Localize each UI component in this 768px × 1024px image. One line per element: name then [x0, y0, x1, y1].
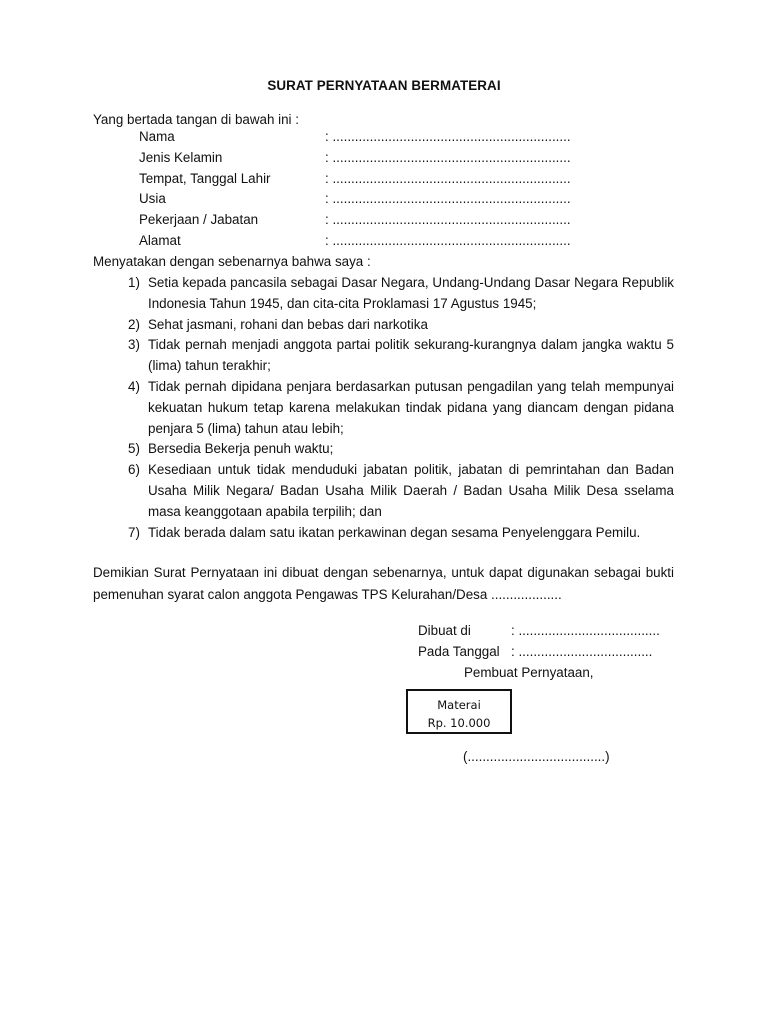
date-label: Pada Tanggal — [418, 644, 500, 659]
field-label: Tempat, Tanggal Lahir — [139, 170, 271, 186]
field-label: Pekerjaan / Jabatan — [139, 212, 259, 228]
list-item — [128, 273, 674, 315]
place-value: : ...................................... — [511, 623, 660, 638]
list-item-text: Sehat jasmani, rohani dan bebas dari narkotika — [148, 316, 428, 332]
signature-name-line: (.....................................) — [463, 749, 610, 764]
stamp-line-1: Materai — [437, 698, 481, 712]
field-value: : ................................................................ — [325, 149, 571, 165]
list-item — [128, 315, 674, 336]
declaration-intro: Menyatakan dengan sebenarnya bahwa saya : — [93, 254, 371, 269]
stamp-line-2: Rp. 10.000 — [427, 716, 491, 730]
maker-label: Pembuat Pernyataan, — [464, 665, 594, 680]
field-value: : ................................................................ — [325, 212, 571, 228]
list-item-text: Setia kepada pancasila sebagai Dasar Negara, Undang-Undang Dasar Negara Republik Indonesia Tahun 1945, dan cita-cita Proklamasi 17 Agustus 1945; — [148, 275, 674, 311]
list-item-number: 2) — [128, 316, 140, 332]
list-item-number: 6) — [128, 462, 140, 478]
document-title: SURAT PERNYATAAN BERMATERAI — [267, 78, 501, 93]
intro-text: Yang bertada tangan di bawah ini : — [93, 112, 299, 127]
list-item-text: Tidak berada dalam satu ikatan perkawinan degan sesama Penyelenggara Pemilu. — [148, 524, 641, 540]
field-value: : ................................................................ — [325, 129, 571, 144]
field-value: : ................................................................ — [325, 170, 571, 186]
list-item-text: Tidak pernah dipidana penjara berdasarkan putusan pengadilan yang telah mempunyai kekuatan hukum tetap karena melakukan tindak pidana yang diancam dengan pidana penjara 5 (lima) tahun atau lebih; — [148, 378, 674, 436]
stamp-box — [406, 689, 512, 734]
list-item — [128, 335, 674, 377]
date-value: : .................................... — [511, 644, 653, 659]
list-item-number: 4) — [128, 378, 140, 394]
field-value: : ................................................................ — [325, 191, 571, 207]
list-item — [128, 377, 674, 439]
closing-paragraph: Demikian Surat Pernyataan ini dibuat dengan sebenarnya, untuk dapat digunakan sebagai bukti pemenuhan syarat calon anggota Pengawas TPS Kelurahan/Desa ................... — [93, 565, 674, 602]
list-item — [128, 523, 674, 544]
field-label: Alamat — [139, 232, 181, 248]
list-item — [128, 460, 674, 522]
list-item-number: 5) — [128, 441, 140, 457]
field-value: : ................................................................ — [325, 232, 571, 248]
list-item-text: Bersedia Bekerja penuh waktu; — [148, 441, 334, 457]
list-item-text: Kesediaan untuk tidak menduduki jabatan politik, jabatan di pemrintahan dan Badan Usaha Milik Negara/ Badan Usaha Milik Daerah / Badan Usaha Milik Desa sselama masa keanggotaan apabila terpilih; dan — [148, 462, 674, 519]
field-label: Nama — [139, 129, 175, 144]
field-label: Jenis Kelamin — [139, 149, 223, 165]
place-label: Dibuat di — [418, 623, 471, 638]
declaration-list — [128, 273, 674, 543]
list-item-number: 1) — [128, 275, 140, 290]
list-item-number: 7) — [128, 524, 140, 540]
list-item — [128, 439, 674, 460]
list-item-text: Tidak pernah menjadi anggota partai politik sekurang-kurangnya dalam jangka waktu 5 (lima) tahun terakhir; — [148, 337, 674, 374]
field-label: Usia — [139, 191, 166, 207]
list-item-number: 3) — [128, 337, 140, 353]
